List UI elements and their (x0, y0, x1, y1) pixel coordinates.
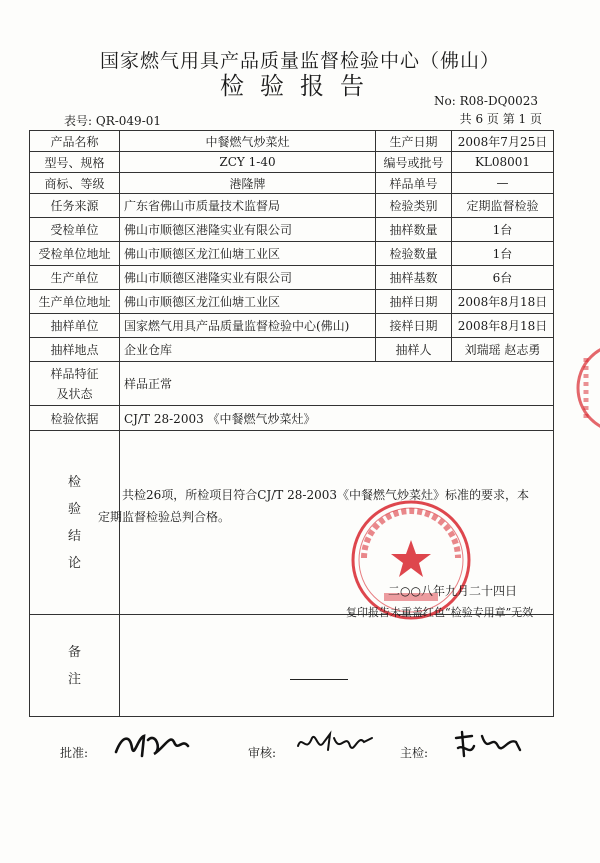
model-label: 型号、规格 (30, 152, 120, 173)
sample-base-value: 6台 (452, 266, 554, 290)
sample-no-value: — (452, 173, 554, 194)
inspect-type-label: 检验类别 (376, 194, 452, 218)
sampling-unit-label: 抽样单位 (30, 314, 120, 338)
sampling-unit-value: 国家燃气用具产品质量监督检验中心(佛山) (120, 314, 376, 338)
receive-date-label: 接样日期 (376, 314, 452, 338)
prod-date-label: 生产日期 (376, 131, 452, 152)
conclusion-date: 二○○八年九月二十四日 (388, 584, 517, 598)
remarks-divider (290, 679, 348, 680)
remarks-char-1: 备 (67, 644, 81, 660)
chief-signature-icon (452, 730, 524, 760)
task-source-value: 广东省佛山市质量技术监督局 (120, 194, 376, 218)
serial-label: 编号或批号 (376, 152, 452, 173)
stamp-note: 复印报告未重盖红色“检验专用章”无效 (346, 606, 534, 619)
inspected-unit-label: 受检单位 (30, 218, 120, 242)
conclusion-char-1: 检 (67, 474, 81, 490)
inspected-unit-value: 佛山市顺德区港隆实业有限公司 (120, 218, 376, 242)
producer-addr-label: 生产单位地址 (30, 290, 120, 314)
task-source-label: 任务来源 (30, 194, 120, 218)
inspected-addr-value: 佛山市顺德区龙江仙塘工业区 (120, 242, 376, 266)
conclusion-char-2: 验 (67, 501, 81, 517)
producer-addr-value: 佛山市顺德区龙江仙塘工业区 (120, 290, 376, 314)
report-number: No: R08-DQ0023 (434, 94, 538, 108)
org-title: 国家燃气用具产品质量监督检验中心（佛山） (99, 50, 500, 72)
form-number: 表号: QR-049-01 (64, 114, 162, 128)
brand-value: 港隆牌 (120, 173, 376, 194)
sampler-label: 抽样人 (376, 338, 452, 362)
sampler-value: 刘瑞瑶 赵志勇 (452, 338, 554, 362)
product-name-value: 中餐燃气炒菜灶 (120, 131, 376, 152)
sample-state-label-line2: 及状态 (56, 386, 93, 401)
edge-stamp-icon (572, 338, 600, 438)
sample-place-value: 企业仓库 (120, 338, 376, 362)
report-title: 检验报告 (220, 72, 380, 100)
review-label: 审核: (248, 746, 277, 760)
inspect-qty-value: 1台 (452, 242, 554, 266)
prod-date-value: 2008年7月25日 (452, 131, 554, 152)
inspect-type-value: 定期监督检验 (452, 194, 554, 218)
conclusion-char-4: 论 (67, 555, 81, 571)
page-info: 共 6 页 第 1 页 (459, 112, 542, 126)
sample-state-value: 样品正常 (120, 362, 554, 406)
sample-qty-value: 1台 (452, 218, 554, 242)
serial-value: KL08001 (452, 152, 554, 173)
producer-value: 佛山市顺德区港隆实业有限公司 (120, 266, 376, 290)
sample-state-label-line1: 样品特征 (50, 366, 99, 381)
remarks-char-2: 注 (67, 671, 81, 687)
approve-signature-icon (112, 728, 192, 762)
conclusion-char-3: 结 (67, 528, 81, 544)
remarks-label (30, 615, 120, 717)
sample-state-label (30, 362, 120, 406)
sample-base-label: 抽样基数 (376, 266, 452, 290)
conclusion-text: 共检26项，所检项目符合CJ/T 28-2003《中餐燃气炒菜灶》标准的要求，本定期监督检验总判合格。 (98, 488, 529, 524)
producer-label: 生产单位 (30, 266, 120, 290)
basis-label: 检验依据 (30, 406, 120, 431)
chief-inspector-label: 主检: (400, 746, 429, 760)
product-name-label: 产品名称 (30, 131, 120, 152)
receive-date-value: 2008年8月18日 (452, 314, 554, 338)
sample-qty-label: 抽样数量 (376, 218, 452, 242)
inspected-addr-label: 受检单位地址 (30, 242, 120, 266)
inspect-qty-label: 检验数量 (376, 242, 452, 266)
sample-no-label: 样品单号 (376, 173, 452, 194)
remarks-cell (120, 615, 554, 717)
sample-date-value: 2008年8月18日 (452, 290, 554, 314)
sample-place-label: 抽样地点 (30, 338, 120, 362)
model-value: ZCY 1-40 (120, 152, 376, 173)
approve-label: 批准: (60, 746, 89, 760)
basis-value: CJ/T 28-2003 《中餐燃气炒菜灶》 (120, 406, 554, 431)
review-signature-icon (294, 728, 378, 758)
report-table (29, 130, 554, 717)
brand-label: 商标、等级 (30, 173, 120, 194)
sample-date-label: 抽样日期 (376, 290, 452, 314)
